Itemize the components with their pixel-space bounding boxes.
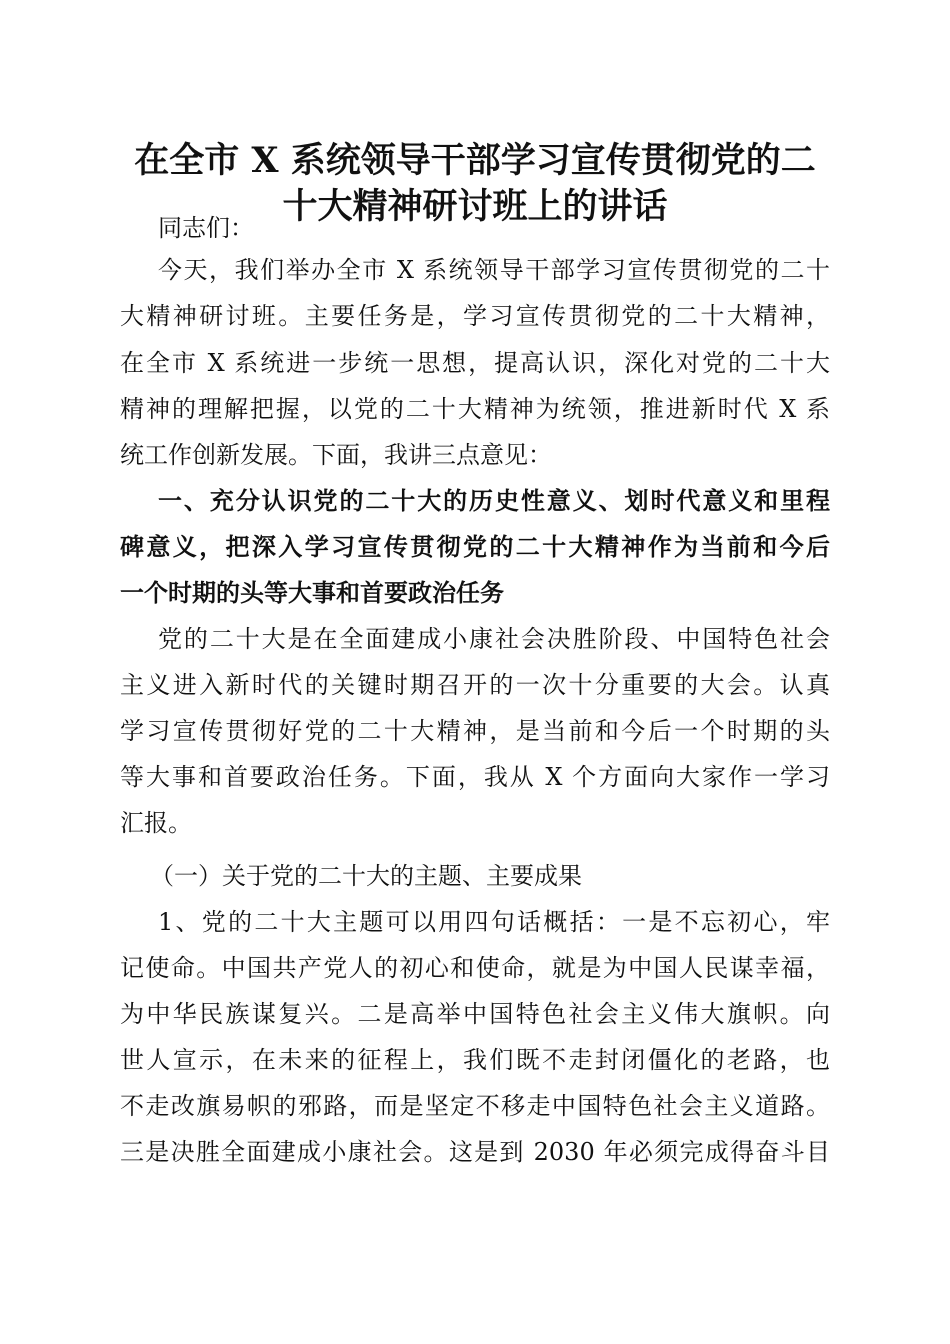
intro-line: 大精神研讨班。主要任务是，学习宣传贯彻党的二十大精神， bbox=[120, 302, 830, 330]
subsection-1-body-line: 不走改旗易帜的邪路，而是坚定不移走中国特色社会主义道路。 bbox=[120, 1092, 830, 1120]
salutation: 同志们： bbox=[158, 214, 254, 242]
intro-line: 精神的理解把握，以党的二十大精神为统领，推进新时代 X 系 bbox=[120, 395, 830, 423]
subsection-1-body-line: 世人宣示，在未来的征程上，我们既不走封闭僵化的老路，也 bbox=[120, 1046, 830, 1074]
subsection-1-body-line: 为中华民族谋复兴。二是高举中国特色社会主义伟大旗帜。向 bbox=[120, 1000, 830, 1028]
section-1-body-line: 等大事和首要政治任务。下面，我从 X 个方面向大家作一学习 bbox=[120, 763, 830, 791]
intro-line: 今天，我们举办全市 X 系统领导干部学习宣传贯彻党的二十 bbox=[158, 256, 830, 284]
document-title-line-1: 在全市 X 系统领导干部学习宣传贯彻党的二 bbox=[134, 140, 816, 181]
section-1-heading-line: 一、充分认识党的二十大的历史性意义、划时代意义和里程 bbox=[158, 487, 830, 515]
subsection-1-body-line: 三是决胜全面建成小康社会。这是到 2030 年必须完成得奋斗目 bbox=[120, 1138, 830, 1166]
section-1-body-line: 主义进入新时代的关键时期召开的一次十分重要的大会。认真 bbox=[120, 671, 830, 699]
subsection-1-heading: （一）关于党的二十大的主题、主要成果 bbox=[150, 862, 582, 890]
intro-line: 统工作创新发展。下面，我讲三点意见： bbox=[120, 441, 552, 469]
section-1-body-line: 党的二十大是在全面建成小康社会决胜阶段、中国特色社会 bbox=[158, 625, 830, 653]
section-1-body-line: 汇报。 bbox=[120, 809, 192, 837]
section-1-heading-line: 一个时期的头等大事和首要政治任务 bbox=[120, 579, 504, 607]
intro-line: 在全市 X 系统进一步统一思想，提高认识，深化对党的二十大 bbox=[120, 349, 830, 377]
section-1-body-line: 学习宣传贯彻好党的二十大精神，是当前和今后一个时期的头 bbox=[120, 717, 830, 745]
section-1-heading-line: 碑意义，把深入学习宣传贯彻党的二十大精神作为当前和今后 bbox=[120, 533, 830, 561]
subsection-1-body-line: 记使命。中国共产党人的初心和使命，就是为中国人民谋幸福， bbox=[120, 954, 830, 982]
subsection-1-body-line: 1、党的二十大主题可以用四句话概括：一是不忘初心，牢 bbox=[158, 908, 830, 936]
document-title-line-2: 十大精神研讨班上的讲话 bbox=[282, 186, 668, 227]
